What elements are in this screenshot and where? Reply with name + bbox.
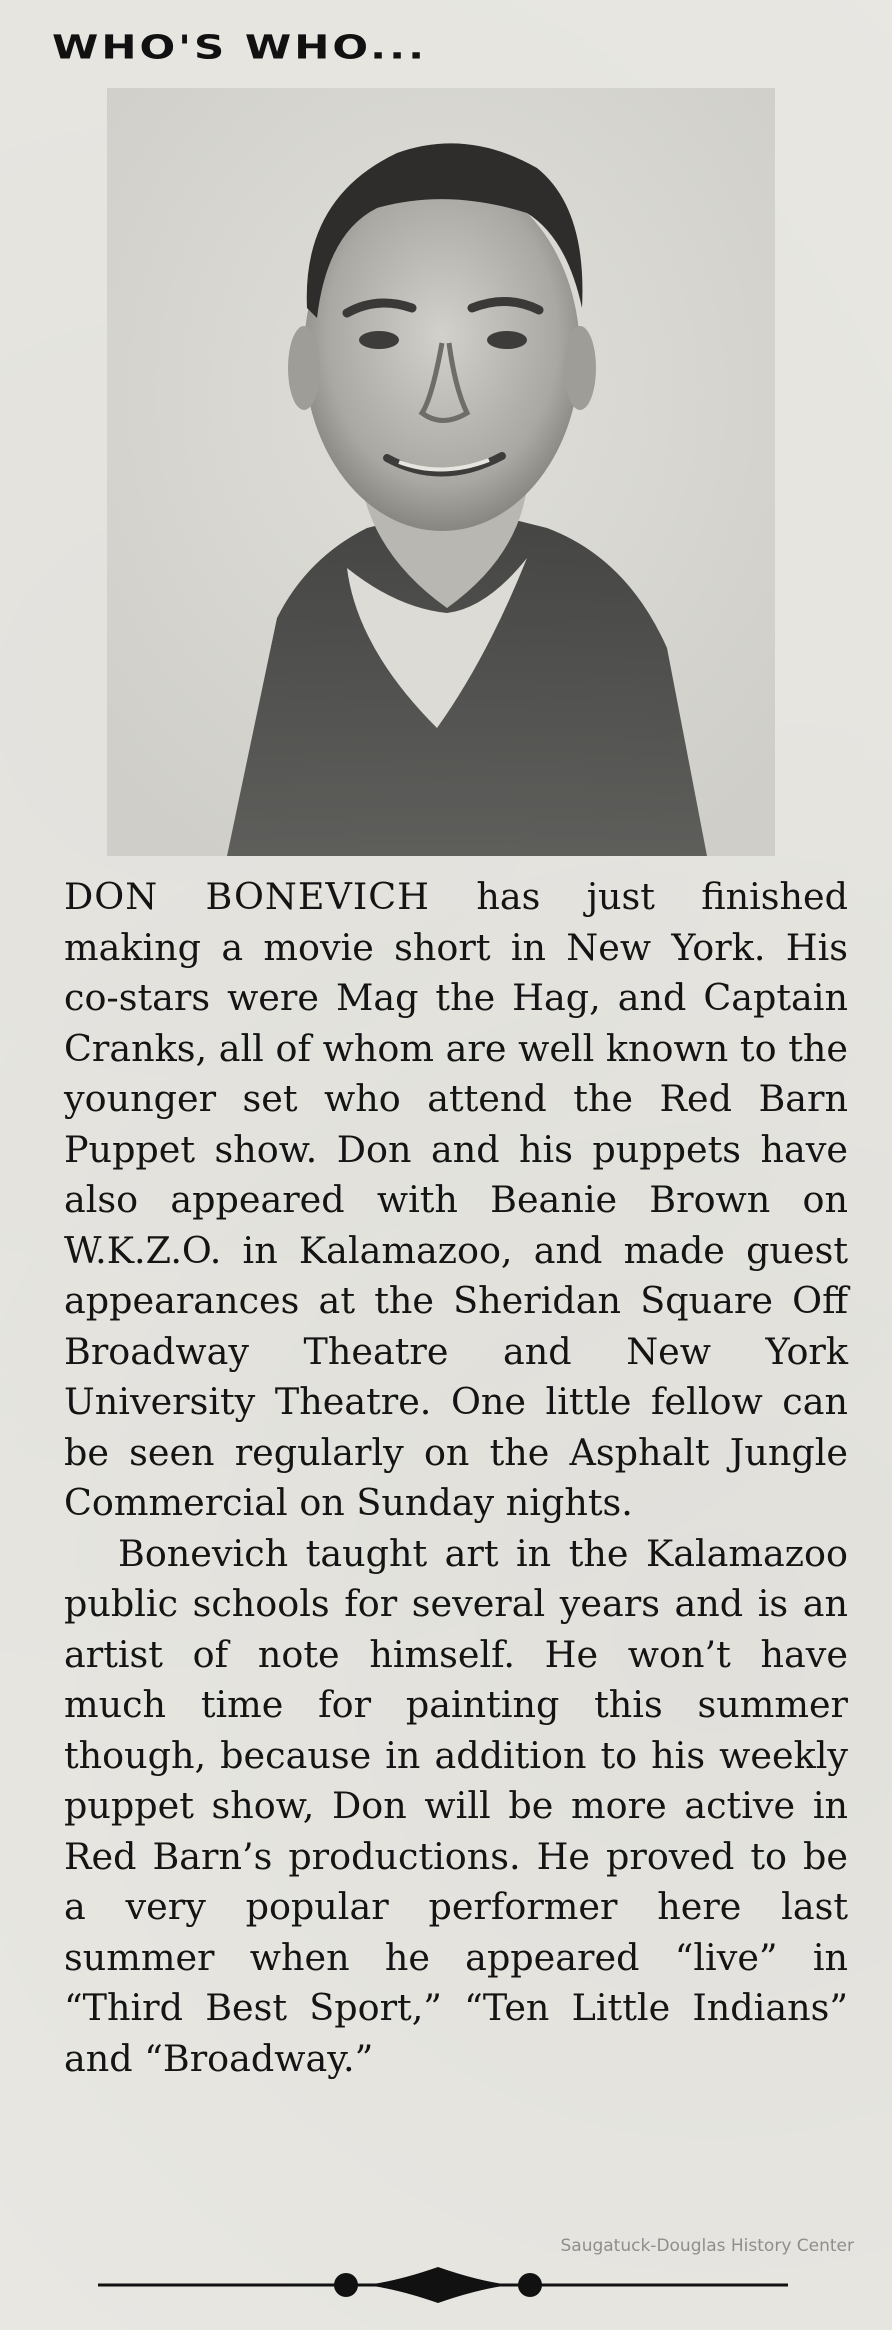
ornamental-rule-icon [98,2265,788,2305]
portrait-photo [107,88,775,856]
paragraph-text: has just finished making a movie short in New York. His co-stars were Mag the Hag, and Captain Cranks, all of whom are well known to the younger set who attend the Red Barn Puppet show. Don and his puppets have also appeared with Beanie Brown on W.K.Z.O. in Kalamazoo, and made guest appearances at the Sheridan Square Off Broadway Theatre and New York University Theatre. One little fellow can be seen regularly on the Asphalt Jungle Commercial on Sunday nights. [64,875,848,1524]
lead-name: DON BONEVICH [64,875,431,918]
credit-watermark: Saugatuck-Douglas History Center [560,2236,854,2256]
portrait-image [107,88,775,856]
section-heading: WHO'S WHO... [52,28,428,67]
article-paragraph: Bonevich taught art in the Kalamazoo public schools for several years and is an artist of note himself. He won’t have much time for painting this summer though, because in addition to his weekly puppet show, Don will be more active in Red Barn’s productions. He proved to be a very popular performer here last summer when he appeared “live” in “Third Best Sport,” “Ten Little Indians” and “Broadway.” [64,1531,848,2080]
article-body [64,872,848,2084]
article-paragraph [64,872,848,1529]
